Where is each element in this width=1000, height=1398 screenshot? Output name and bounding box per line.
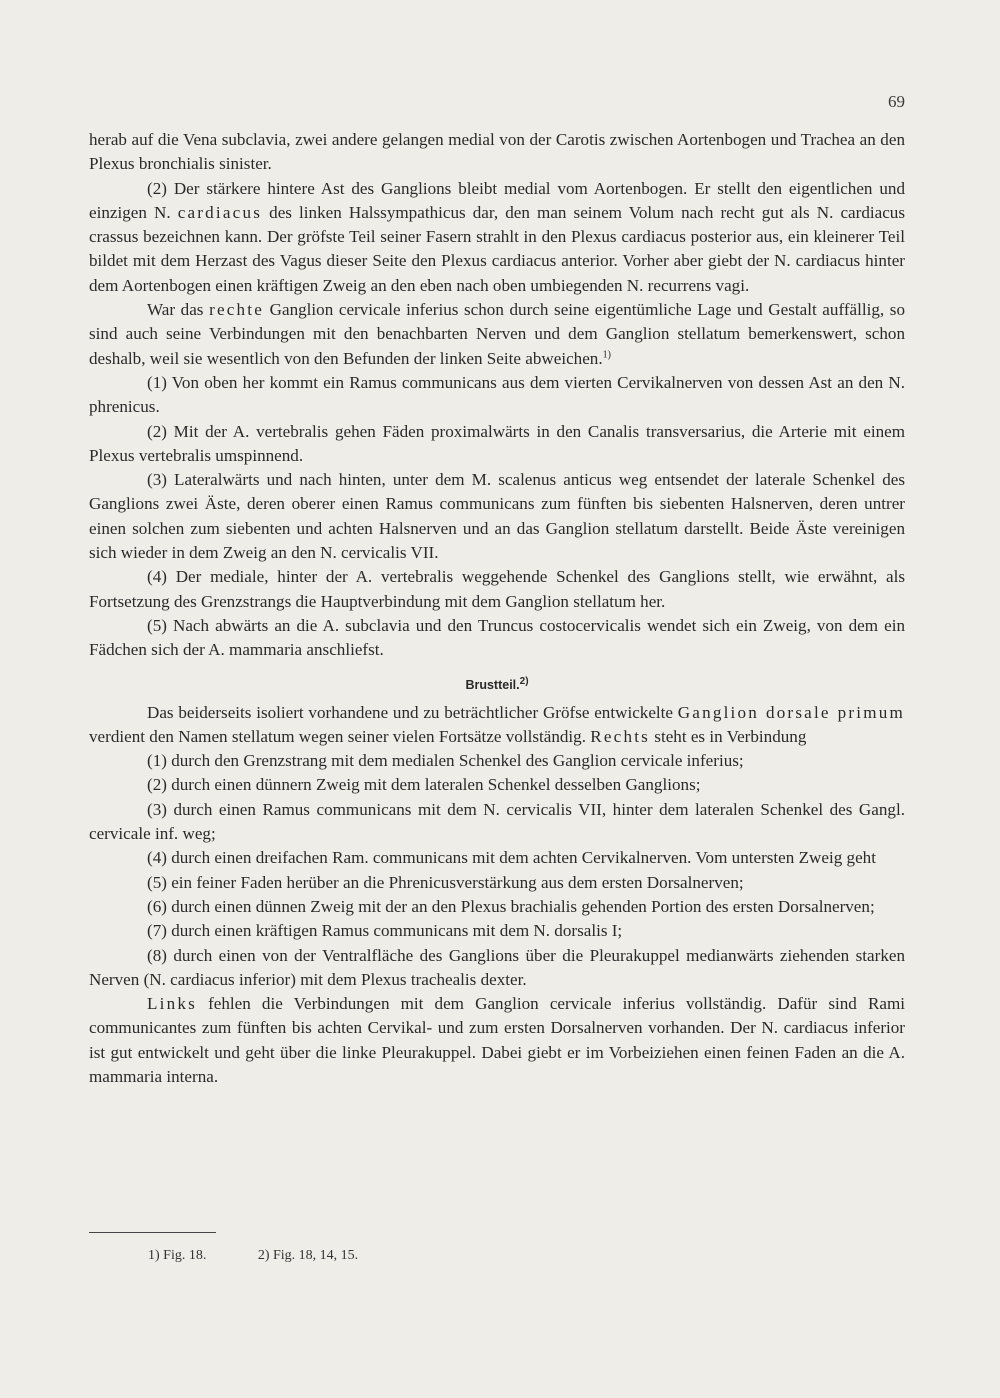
- paragraph: (5) Nach abwärts an die A. subclavia und den Truncus costocervicalis wendet sich ein Zweig, von dem ein Fädchen sich der A. mammaria anschliefst.: [89, 615, 905, 660]
- footnote-divider: [89, 1232, 216, 1233]
- paragraph: (3) Lateralwärts und nach hinten, unter dem M. scalenus anticus weg entsendet der laterale Schenkel des Ganglions zwei Äste, deren oberer einen Ramus communicans zum fünften bis siebenten Halsnerven, deren untrer einen solchen zum siebenten und achten Halsnerven und an das Ganglion stellatum darstellt. Beide Äste vereinigen sich wieder in dem Zweig an den N. cervicalis VII.: [89, 470, 905, 563]
- list-item: (8) durch einen von der Ventralfläche des Ganglions über die Pleurakuppel medianwärts ziehenden starken Nerven (N. cardiacus inferior) mit dem Plexus trachealis dexter.: [89, 945, 905, 989]
- list-item: (1) durch den Grenzstrang mit dem medialen Schenkel des Ganglion cervicale inferius;: [147, 751, 744, 771]
- paragraph: (2) Der stärkere hintere Ast des Ganglions bleibt medial vom Aortenbogen. Er stellt den eigentlichen und einzigen N. cardiacus des linken Halssympathicus dar, den man seinem Volum nach recht gut als N. cardiacus crassus bezeichnen kann. Der gröfste Teil seiner Fasern strahlt in den Plexus cardiacus posterior aus, ein kleinerer Teil bildet mit dem Herzast des Vagus dieser Seite den Plexus cardiacus anterior. Vorher aber giebt der N. cardiacus hinter dem Aortenbogen einen kräftigen Zweig an den eben nach oben umbiegenden N. recurrens vagi.: [89, 178, 905, 295]
- footnotes: [148, 1248, 358, 1264]
- list-item: (3) durch einen Ramus communicans mit dem N. cervicalis VII, hinter dem lateralen Schenkel des Gangl. cervicale inf. weg;: [89, 799, 905, 844]
- list-item: (4) durch einen dreifachen Ram. communicans mit dem achten Cervikalnerven. Vom untersten Zweig geht: [147, 848, 876, 868]
- paragraph: Links fehlen die Verbindungen mit dem Ganglion cervicale inferius vollständig. Dafür sind Rami communicantes zum fünften bis achten Cervikal- und zum ersten Dorsalnerven vorhanden. Der N. cardiacus inferior ist gut entwickelt und geht über die linke Pleurakuppel. Dabei giebt er im Vorbeiziehen einen feinen Faden an die A. mammaria interna.: [89, 994, 905, 1086]
- paragraph-text: War das rechte Ganglion cervicale inferius schon durch seine eigentümliche Lage und Gestalt auffällig, so sind auch seine Verbindungen mit den benachbarten Nerven und dem Ganglion stellatum bemerkenswert, schon deshalb, weil sie wesentlich von den Befunden der linken Seite abweichen.: [89, 300, 905, 368]
- footnote-marker: 2): [519, 675, 529, 687]
- paragraph: (1) Von oben her kommt ein Ramus communicans aus dem vierten Cervikalnerven von dessen Ast an den N. phrenicus.: [89, 372, 905, 417]
- body-text: [89, 128, 905, 1089]
- paragraph: (4) Der mediale, hinter der A. vertebralis weggehende Schenkel des Ganglions stellt, wie erwähnt, als Fortsetzung des Grenzstrangs die Hauptverbindung mit dem Ganglion stellatum her.: [89, 567, 905, 611]
- list-item: (7) durch einen kräftigen Ramus communicans mit dem N. dorsalis I;: [147, 921, 623, 941]
- footnote-marker: 1): [602, 348, 611, 360]
- section-heading-text: Brustteil.: [465, 677, 520, 692]
- emphasized-term: rechte: [209, 300, 265, 320]
- emphasized-term: Rechts: [590, 726, 651, 746]
- list-item: (6) durch einen dünnen Zweig mit der an den Plexus brachialis gehenden Portion des ersten Dorsalnerven;: [147, 896, 875, 916]
- page-number: 69: [888, 92, 905, 111]
- emphasized-term: Links: [147, 994, 197, 1014]
- paragraph: [89, 298, 905, 371]
- list-item: (2) durch einen dünnern Zweig mit dem lateralen Schenkel desselben Ganglions;: [147, 775, 701, 795]
- footnote: 1) Fig. 18.: [148, 1248, 207, 1263]
- paragraph: (2) Mit der A. vertebralis gehen Fäden proximalwärts in den Canalis transversarius, die Arterie mit einem Plexus vertebralis umspinnend.: [89, 421, 905, 465]
- paragraph: herab auf die Vena subclavia, zwei andere gelangen medial von der Carotis zwischen Aortenbogen und Trachea an den Plexus bronchialis sinister.: [89, 130, 905, 174]
- emphasized-term: Ganglion dorsale primum: [677, 702, 905, 722]
- section-heading: [89, 674, 905, 696]
- footnote: 2) Fig. 18, 14, 15.: [257, 1248, 359, 1263]
- emphasized-term: cardiacus: [177, 202, 263, 222]
- list-item: (5) ein feiner Faden herüber an die Phrenicusverstärkung aus dem ersten Dorsalnerven;: [147, 872, 744, 892]
- paragraph: Das beiderseits isoliert vorhandene und zu beträchtlicher Gröfse entwickelte Ganglion dorsale primum verdient den Namen stellatum wegen seiner vielen Fortsätze vollständig. Rechts steht es in Verbindung: [89, 702, 905, 746]
